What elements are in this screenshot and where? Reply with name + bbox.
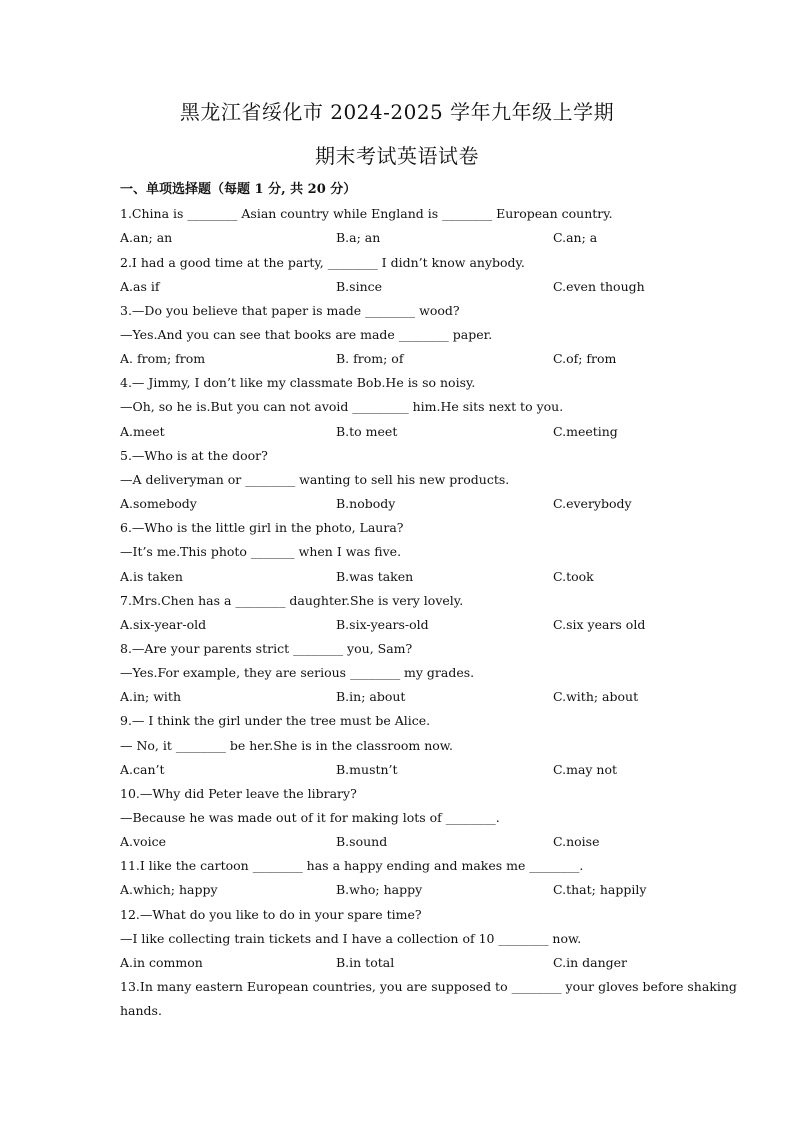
option-b: B.nobody — [336, 496, 396, 511]
question-8-reply: —Yes.For example, they are serious ________ my grades. — [120, 665, 475, 680]
option-a: A.can’t — [120, 762, 165, 777]
question-6-reply: —It’s me.This photo _______ when I was five. — [120, 544, 402, 559]
option-b: B.six-years-old — [336, 617, 429, 632]
section-heading: 一、单项选择题（每题 1 分, 共 20 分） — [120, 182, 357, 197]
question-4: 4.— Jimmy, I don’t like my classmate Bob.He is so noisy. — [120, 375, 476, 390]
question-10: 10.—Why did Peter leave the library? — [120, 786, 357, 801]
question-5: 5.—Who is at the door? — [120, 448, 268, 463]
option-b: B.mustn’t — [336, 762, 398, 777]
option-b: B. from; of — [336, 351, 404, 366]
option-b: B.since — [336, 279, 383, 294]
question-13-continued: hands. — [120, 1003, 162, 1018]
question-9: 9.— I think the girl under the tree must be Alice. — [120, 713, 431, 728]
option-b: B.who; happy — [336, 882, 423, 897]
option-c: C.six years old — [553, 617, 646, 632]
option-b: B.in total — [336, 955, 395, 970]
option-c: C.with; about — [553, 689, 639, 704]
option-c: C.may not — [553, 762, 618, 777]
question-12: 12.—What do you like to do in your spare time? — [120, 907, 422, 922]
question-13: 13.In many eastern European countries, you are supposed to ________ your gloves before shaking — [120, 979, 737, 994]
question-6: 6.—Who is the little girl in the photo, Laura? — [120, 520, 404, 535]
option-a: A.which; happy — [120, 882, 218, 897]
question-9-reply: — No, it ________ be her.She is in the classroom now. — [120, 738, 453, 753]
option-c: C.everybody — [553, 496, 632, 511]
option-b: B.a; an — [336, 230, 381, 245]
option-b: B.was taken — [336, 569, 414, 584]
page-subtitle: 期末考试英语试卷 — [315, 144, 479, 168]
question-8: 8.—Are your parents strict ________ you, Sam? — [120, 641, 413, 656]
option-a: A.six-year-old — [120, 617, 207, 632]
option-a: A.voice — [120, 834, 166, 849]
question-11: 11.I like the cartoon ________ has a happy ending and makes me ________. — [120, 858, 584, 873]
option-c: C.in danger — [553, 955, 627, 970]
option-c: C.noise — [553, 834, 600, 849]
question-1: 1.China is ________ Asian country while England is ________ European country. — [120, 206, 613, 221]
question-7: 7.Mrs.Chen has a ________ daughter.She is very lovely. — [120, 593, 464, 608]
option-c: C.even though — [553, 279, 645, 294]
option-c: C.took — [553, 569, 594, 584]
option-a: A.somebody — [120, 496, 197, 511]
option-a: A. from; from — [120, 351, 206, 366]
question-3: 3.—Do you believe that paper is made ________ wood? — [120, 303, 460, 318]
option-a: A.an; an — [120, 230, 173, 245]
page-title: 黑龙江省绥化市 2024-2025 学年九年级上学期 — [179, 100, 615, 124]
option-c: C.meeting — [553, 424, 618, 439]
option-a: A.as if — [120, 279, 160, 294]
question-3-reply: —Yes.And you can see that books are made ________ paper. — [120, 327, 493, 342]
option-c: C.an; a — [553, 230, 598, 245]
question-10-reply: —Because he was made out of it for making lots of ________. — [120, 810, 500, 825]
option-b: B.sound — [336, 834, 388, 849]
question-2: 2.I had a good time at the party, ________ I didn’t know anybody. — [120, 255, 525, 270]
option-c: C.of; from — [553, 351, 617, 366]
option-b: B.in; about — [336, 689, 406, 704]
question-12-reply: —I like collecting train tickets and I have a collection of 10 ________ now. — [120, 931, 582, 946]
option-c: C.that; happily — [553, 882, 647, 897]
question-4-reply: —Oh, so he is.But you can not avoid _________ him.He sits next to you. — [120, 399, 564, 414]
option-a: A.is taken — [120, 569, 183, 584]
option-a: A.in; with — [120, 689, 182, 704]
option-b: B.to meet — [336, 424, 398, 439]
question-5-reply: —A deliveryman or ________ wanting to sell his new products. — [120, 472, 510, 487]
option-a: A.meet — [120, 424, 165, 439]
option-a: A.in common — [120, 955, 203, 970]
